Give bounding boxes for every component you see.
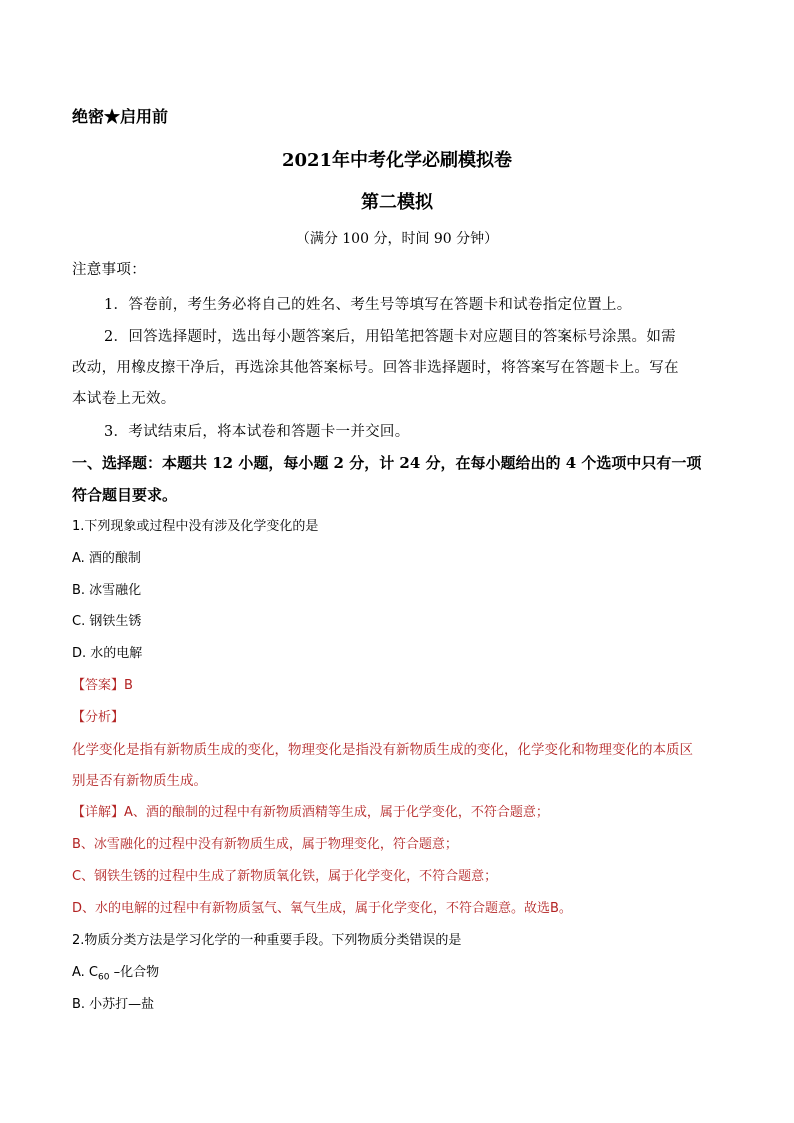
question-1-analysis-line-2: 别是否有新物质生成。 — [72, 773, 207, 789]
question-1-option-b: B. 冰雪融化 — [72, 583, 142, 598]
question-1-analysis-line-1: 化学变化是指有新物质生成的变化，物理变化是指没有新物质生成的变化，化学变化和物理变化的本质区 — [72, 742, 693, 758]
question-2-option-a-suffix: –化合物 — [109, 965, 160, 980]
question-1-option-a: A. 酒的酿制 — [72, 551, 141, 566]
note-item-3: 3．考试结束后，将本试卷和答题卡一并交回。 — [104, 424, 410, 440]
question-1-stem: 1.下列现象或过程中没有涉及化学变化的是 — [72, 519, 319, 534]
notes-heading: 注意事项： — [72, 262, 146, 278]
question-2-option-a-subscript: 60 — [98, 972, 110, 983]
score-time-note: （满分 100 分，时间 90 分钟） — [295, 231, 499, 247]
note-item-2-line-3: 本试卷上无效。 — [72, 391, 176, 407]
exam-title: 2021年中考化学必刷模拟卷 — [281, 150, 513, 171]
note-item-2-line-1: 2．回答选择题时，选出每小题答案后，用铅笔把答题卡对应题目的答案标号涂黑。如需 — [104, 329, 676, 345]
note-item-2-line-2: 改动，用橡皮擦干净后，再选涂其他答案标号。回答非选择题时，将答案写在答题卡上。写在 — [72, 360, 679, 376]
secret-mark: 绝密★启用前 — [72, 107, 169, 126]
question-2-stem: 2.物质分类方法是学习化学的一种重要手段。下列物质分类错误的是 — [72, 933, 462, 948]
question-1-detail-line-1: 【详解】A、酒的酿制的过程中有新物质酒精等生成，属于化学变化，不符合题意； — [72, 805, 549, 820]
section-heading-line-1: 一、选择题：本题共 12 小题，每小题 2 分，计 24 分，在每小题给出的 4 个选项中只有一项 — [72, 454, 702, 472]
question-1-detail-line-2: B、冰雪融化的过程中没有新物质生成，属于物理变化，符合题意； — [72, 837, 458, 852]
section-heading-line-2: 符合题目要求。 — [72, 486, 178, 504]
question-1-detail-line-3: C、钢铁生锈的过程中生成了新物质氧化铁，属于化学变化，不符合题意； — [72, 869, 498, 884]
question-1-detail-line-4: D、水的电解的过程中有新物质氢气、氧气生成，属于化学变化，不符合题意。故选B。 — [72, 901, 572, 916]
question-1-option-c: C. 钢铁生锈 — [72, 614, 142, 629]
question-1-option-d: D. 水的电解 — [72, 646, 143, 661]
question-2-option-a — [72, 961, 159, 983]
question-2-option-b: B. 小苏打—盐 — [72, 997, 155, 1012]
question-2-option-a-prefix: A. C — [72, 965, 99, 980]
question-1-answer: 【答案】B — [72, 678, 133, 693]
note-item-1: 1．答卷前，考生务必将自己的姓名、考生号等填写在答题卡和试卷指定位置上。 — [104, 297, 632, 313]
question-1-analysis-heading: 【分析】 — [72, 710, 125, 725]
exam-subtitle: 第二模拟 — [361, 192, 433, 213]
